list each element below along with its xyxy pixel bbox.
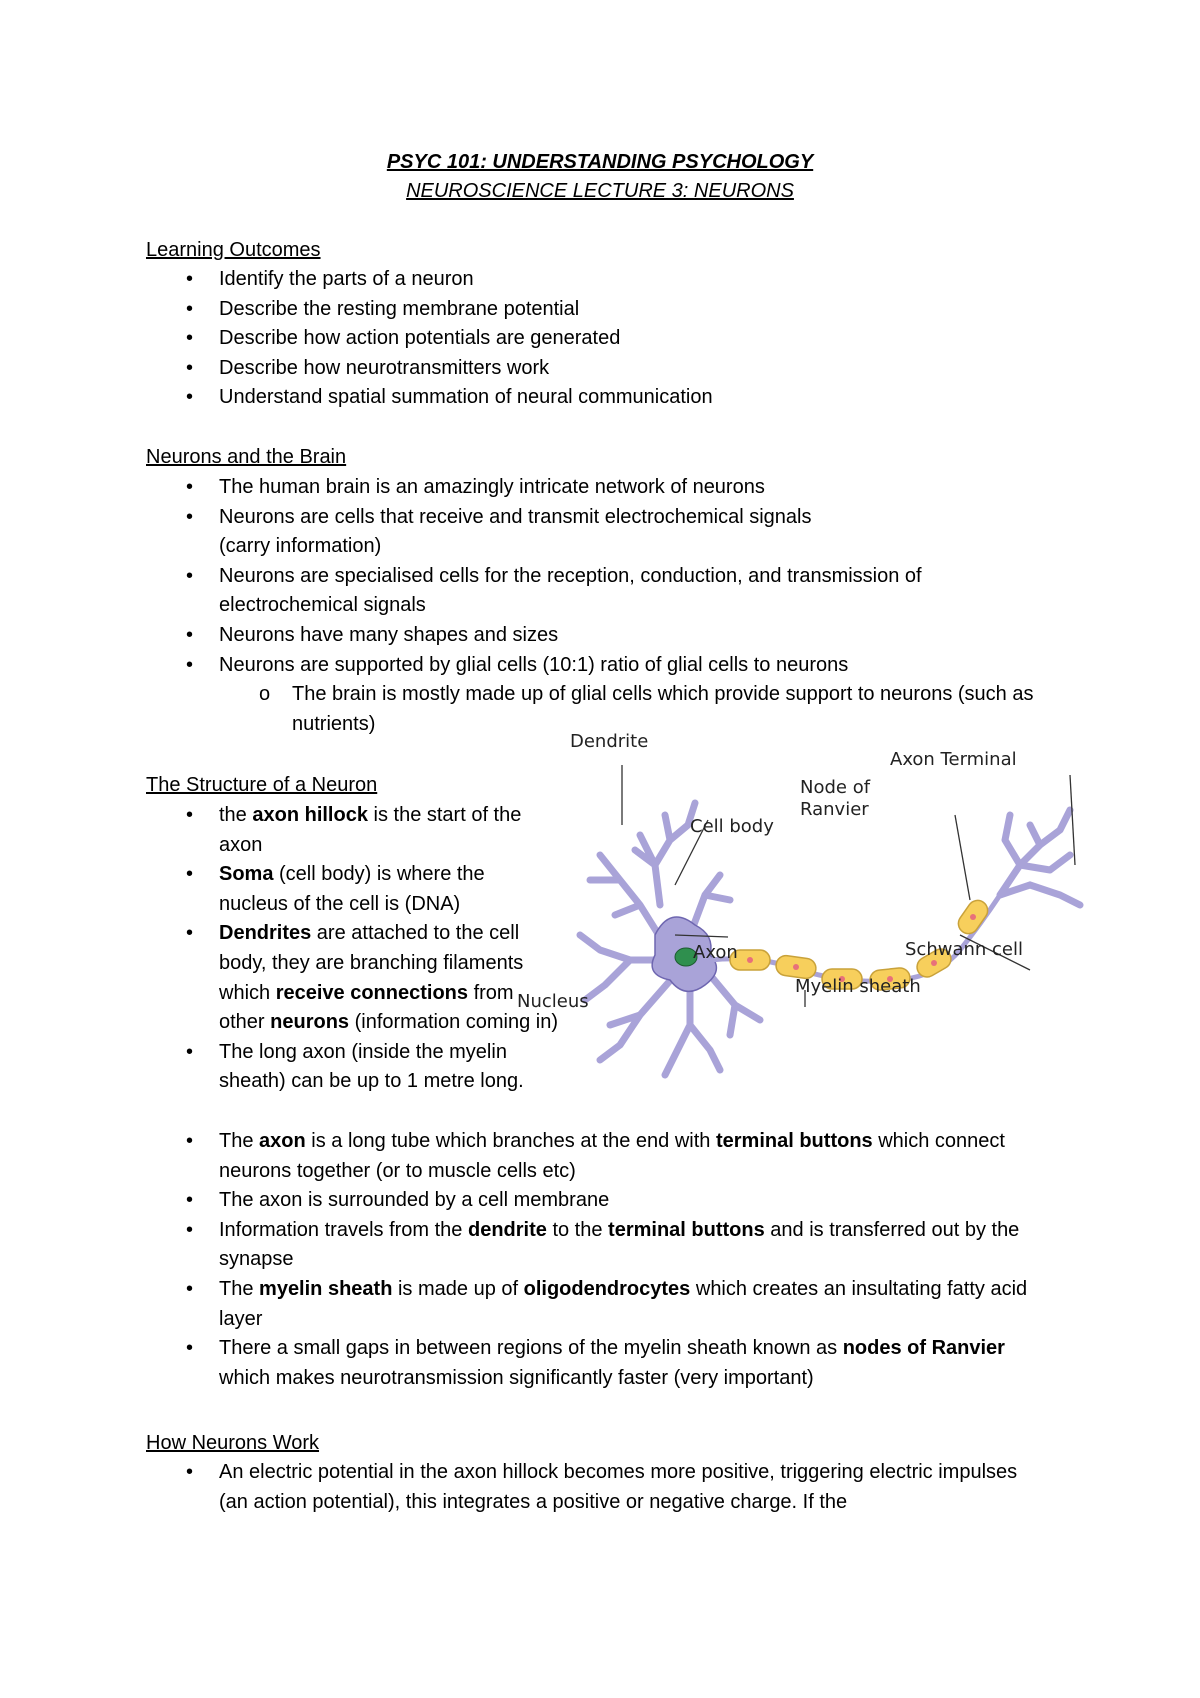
bold-run: axon hillock [252,804,368,826]
text-run: and is transferred out by the synapse [219,1218,1020,1271]
text-run: which connect neurons together (or to muscle cells etc) [219,1130,1005,1182]
list-item [146,801,559,860]
how-neurons-work-heading: How Neurons Work [146,1432,320,1454]
list-item [146,651,1046,740]
label-schwann-cell: Schwann cell [905,939,1023,960]
list-item [146,1216,1059,1275]
text-run: The [219,1277,260,1300]
list-item: • Neurons have many shapes and sizes [146,621,1046,651]
neurons-brain-list [146,473,1046,739]
text-run: (cell body) is where the nucleus of the cell is (DNA) [219,863,485,915]
list-item: • Neurons are cells that receive and transmit electrochemical signals (carry information) [146,503,859,562]
list-item: • The long axon (inside the myelin sheath) can be up to 1 metre long. [146,1038,579,1097]
text-run: from other [219,981,514,1034]
list-item [146,1275,1059,1334]
bold-run: terminal buttons [608,1218,765,1241]
text-run: There a small gaps in between regions of the myelin sheath known as [219,1337,843,1360]
label-nucleus: Nucleus [517,991,589,1012]
text-run: is the start of the axon [219,804,522,856]
list-item: • Neurons are specialised cells for the reception, conduction, and transmission of electrochemical signals [146,562,1009,621]
text-run: is a long tube which branches at the end with [305,1130,716,1152]
label-axon: Axon [693,942,738,963]
list-item [146,1334,1019,1393]
list-item: • The human brain is an amazingly intricate network of neurons [146,473,1046,503]
list-item: • Describe the resting membrane potential [146,295,1066,325]
bold-run: oligodendrocytes [523,1277,691,1300]
text-run: which creates an insultating fatty acid layer [219,1277,1028,1330]
text-run: The [219,1130,260,1152]
bold-run: terminal buttons [715,1130,873,1152]
bold-run: axon [259,1130,306,1152]
text-run: (information coming in) [349,1011,559,1034]
text-run: is made up of [392,1277,524,1300]
list-item [146,1127,1019,1186]
sub-list-item: o The brain is mostly made up of glial cells which provide support to neurons (such as nutrients) [219,680,1042,739]
list-item: • The axon is surrounded by a cell membrane [146,1186,1066,1216]
label-cell-body: Cell body [690,816,774,837]
label-ranvier: Ranvier [800,799,869,820]
label-myelin-sheath: Myelin sheath [795,976,921,997]
bold-run: neurons [270,1011,350,1034]
neuron-diagram [517,731,1120,1095]
neurons-brain-heading: Neurons and the Brain [146,446,347,468]
list-item-text: Neurons are supported by glial cells (10:1) ratio of glial cells to neurons [219,653,849,676]
learning-outcomes-heading: Learning Outcomes [146,239,321,261]
label-axon-terminal: Axon Terminal [890,749,1017,770]
structure-heading: The Structure of a Neuron [146,774,378,796]
label-dendrite: Dendrite [570,731,649,752]
text-run: the [219,804,253,826]
bold-run: Soma [219,863,274,886]
bold-run: myelin sheath [259,1277,393,1300]
bold-run: nodes of Ranvier [842,1337,1005,1360]
structure-list-wide [146,1127,1066,1393]
list-item: • An electric potential in the axon hillock becomes more positive, triggering electric impulses (an action potential), this integrates a positive or negative charge. If the [146,1458,1039,1517]
bold-run: receive connections [275,981,469,1004]
learning-outcomes-list [146,265,1066,413]
how-neurons-work-list [146,1458,1066,1517]
list-item: • Identify the parts of a neuron [146,265,1066,295]
text-run: Information travels from the [219,1218,468,1241]
list-item [146,919,559,1037]
list-item: • Describe how action potentials are generated [146,324,1066,354]
label-node-of: Node of [800,777,871,798]
lecture-title: NEUROSCIENCE LECTURE 3: NEURONS [406,180,794,202]
list-item [146,860,559,919]
text-run: are attached to the cell body, they are branching filaments which [219,922,524,1004]
list-item: • Describe how neurotransmitters work [146,354,1066,384]
text-run: to the [546,1218,609,1241]
course-title: PSYC 101: UNDERSTANDING PSYCHOLOGY [386,151,814,173]
list-item: • Understand spatial summation of neural communication [146,383,1066,413]
text-run: which makes neurotransmission significantly faster (very important) [219,1366,814,1389]
bold-run: dendrite [467,1218,547,1241]
axon-terminal-branches [1000,810,1080,905]
bold-run: Dendrites [219,922,312,945]
